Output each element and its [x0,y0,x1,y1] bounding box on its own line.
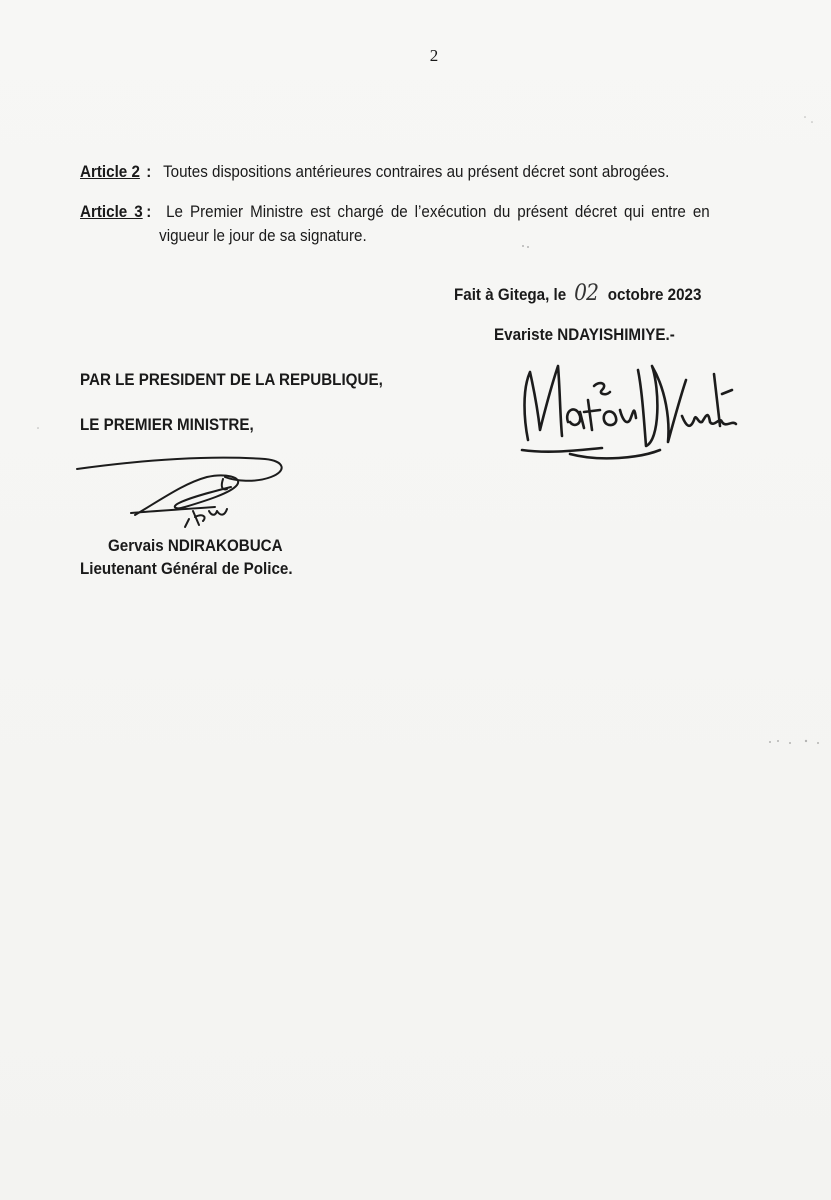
article-2-separator: : [146,163,152,181]
par-le-president-heading: PAR LE PRESIDENT DE LA REPUBLIQUE, [80,371,383,389]
article-3-line-1 [80,200,831,224]
article-3-label: Article 3 [80,203,143,221]
place-and-date [454,281,701,306]
page-number: 2 [429,46,439,65]
article-3-separator: : [146,203,152,221]
article-2-text: Toutes dispositions antérieures contraires au présent décret sont abrogées. [163,163,670,181]
premier-ministre-heading: LE PREMIER MINISTRE, [80,416,254,434]
article-2-label: Article 2 [80,163,140,181]
handwritten-day: 02 [574,281,599,306]
president-signature [510,350,750,465]
month-year: octobre 2023 [607,286,702,304]
article-3-text-1: Le Premier Ministre est chargé de l’exécution du présent décret qui entre en [166,203,710,221]
place-prefix: Fait à Gitega, le [454,286,567,304]
article-2 [80,160,779,184]
president-name: Evariste NDAYISHIMIYE.- [494,326,675,344]
prime-minister-title: Lieutenant Général de Police. [80,560,293,578]
article-3 [80,200,831,248]
prime-minister-name: Gervais NDIRAKOBUCA [108,537,283,555]
article-3-text-2: vigueur le jour de sa signature. [159,227,367,245]
prime-minister-signature [75,455,290,530]
